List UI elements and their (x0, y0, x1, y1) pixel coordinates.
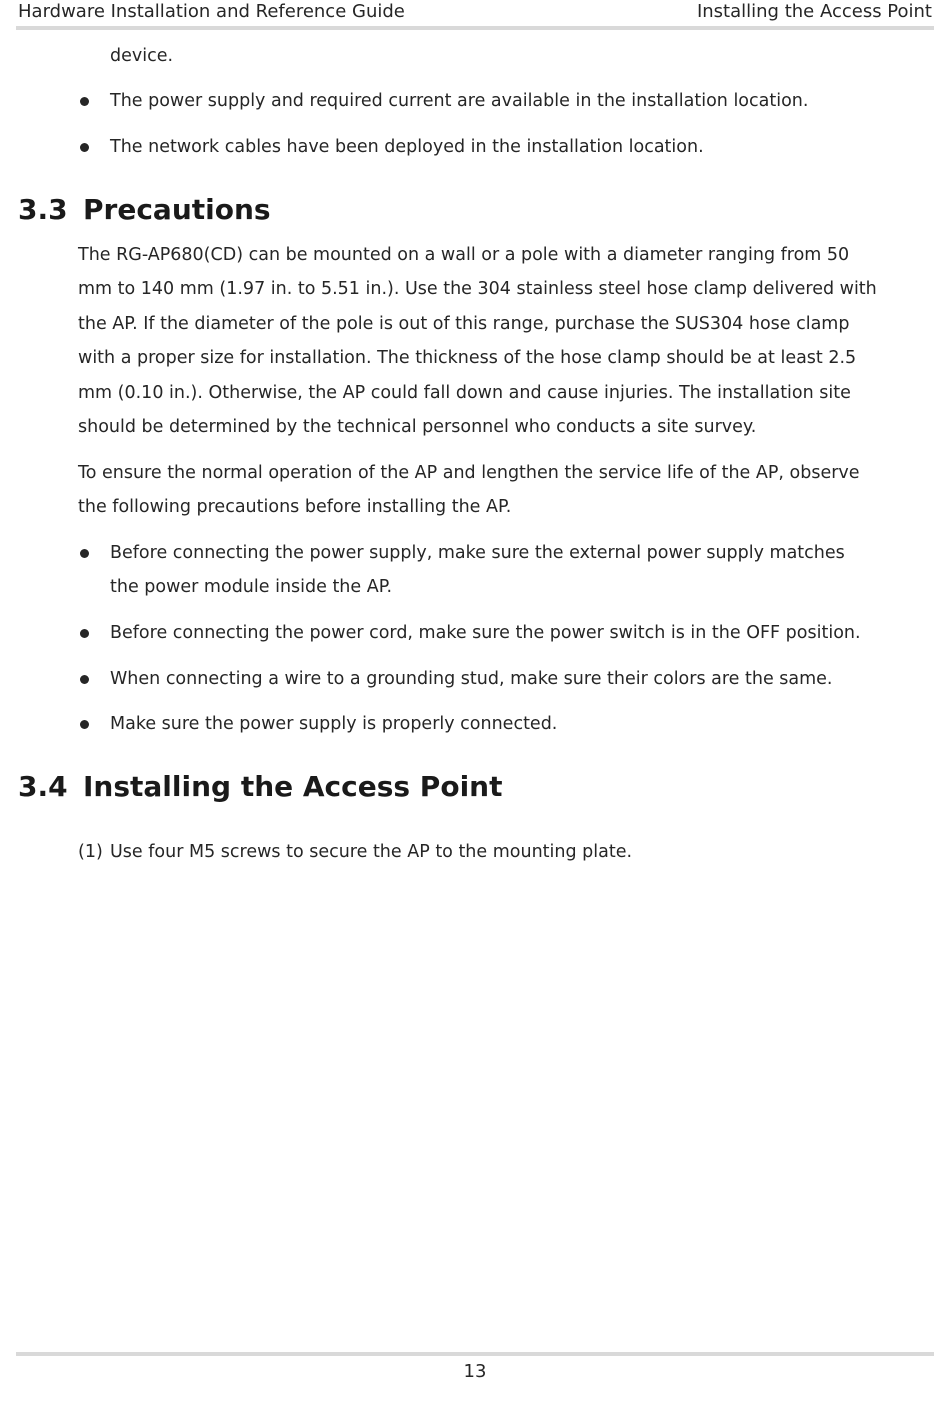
list-item: Before connecting the power supply, make sure the external power supply matches (110, 543, 845, 563)
paragraph-line: should be determined by the technical personnel who conducts a site survey. (78, 417, 757, 437)
page-number: 13 (463, 1361, 487, 1382)
bullet-icon (80, 549, 89, 558)
section-heading-installing (18, 769, 718, 805)
section-heading-precautions (18, 192, 618, 228)
document-title: Hardware Installation and Reference Guide (18, 1, 405, 22)
bullet-icon (80, 97, 89, 106)
paragraph-line: the following precautions before installing the AP. (78, 497, 512, 517)
bullet-icon (80, 629, 89, 638)
paragraph-line: with a proper size for installation. The thickness of the hose clamp should be at least 2.5 (78, 348, 857, 368)
paragraph-line: The RG-AP680(CD) can be mounted on a wall or a pole with a diameter ranging from 50 (78, 245, 850, 265)
continued-line: device. (110, 46, 174, 66)
section-title: Installing the Access Point (83, 770, 503, 803)
chapter-title: Installing the Access Point (696, 1, 932, 22)
list-item: When connecting a wire to a grounding stud, make sure their colors are the same. (110, 669, 833, 689)
paragraph-line: the AP. If the diameter of the pole is out of this range, purchase the SUS304 hose clamp (78, 314, 850, 334)
footer-rule (16, 1352, 934, 1356)
bullet-icon (80, 143, 89, 152)
header-rule (16, 26, 934, 30)
paragraph-line: mm to 140 mm (1.97 in. to 5.51 in.). Use the 304 stainless steel hose clamp delivered with (78, 279, 877, 299)
list-item-continuation: the power module inside the AP. (110, 577, 393, 597)
section-title: Precautions (83, 193, 271, 226)
step-text: Use four M5 screws to secure the AP to the mounting plate. (110, 842, 633, 862)
list-item: The network cables have been deployed in the installation location. (110, 137, 704, 157)
bullet-icon (80, 675, 89, 684)
section-number: 3.3 (18, 193, 68, 226)
paragraph-line: To ensure the normal operation of the AP and lengthen the service life of the AP, observe (78, 463, 860, 483)
bullet-icon (80, 720, 89, 729)
list-item: Before connecting the power cord, make sure the power switch is in the OFF position. (110, 623, 861, 643)
step-number: (1) (78, 842, 103, 862)
paragraph-line: mm (0.10 in.). Otherwise, the AP could fall down and cause injuries. The installation site (78, 383, 851, 403)
list-item: Make sure the power supply is properly connected. (110, 714, 558, 734)
running-header (16, 0, 934, 28)
section-number: 3.4 (18, 770, 68, 803)
list-item: The power supply and required current are available in the installation location. (110, 91, 809, 111)
